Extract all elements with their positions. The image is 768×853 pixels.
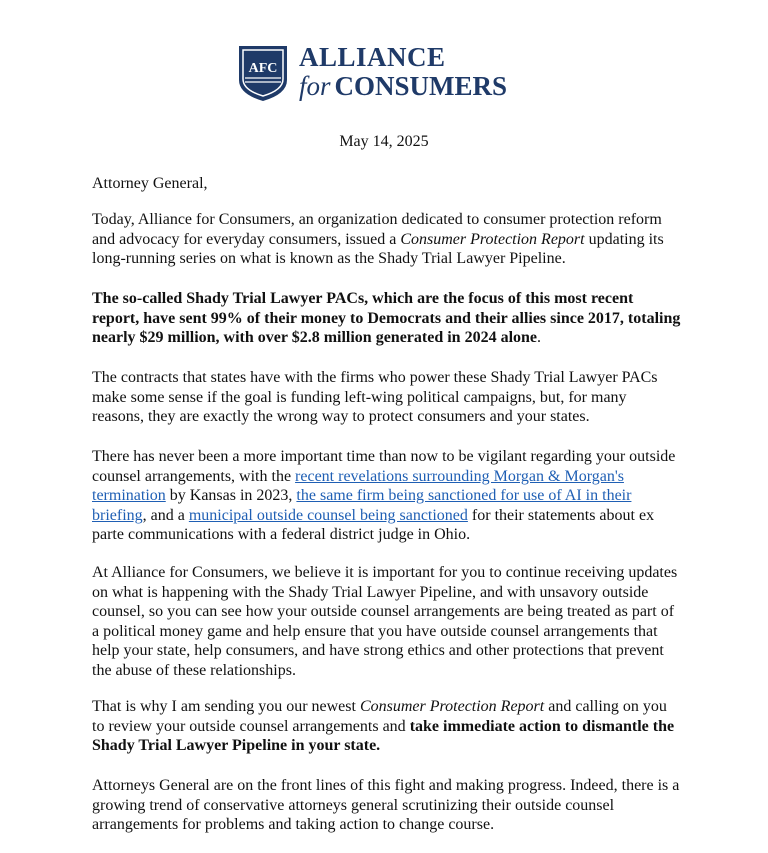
paragraph-1: Today, Alliance for Consumers, an organization dedicated to consumer protection reform and advocacy for everyday consumers, issued a Consumer Protection Report updating its long-running series on what is known as the Shady Trial Lawyer Pipeline. [92, 211, 664, 267]
paragraph-4: There has never been a more important time than now to be vigilant regarding your outside counsel arrangements, with the recent revelations surrounding Morgan & Morgan's termination by Kansas in 2023, the same firm being sanctioned for use of AI in their briefing, and a municipal outside counsel being sanctioned for their statements about ex parte communications with a federal district judge in Ohio. [92, 448, 676, 543]
salutation: Attorney General, [92, 175, 208, 192]
letter-date: May 14, 2025 [339, 133, 429, 150]
link-ai-sanction[interactable]: the same firm being sanctioned for use of AI in their briefing [92, 487, 632, 524]
paragraph-6: That is why I am sending you our newest Consumer Protection Report and calling on you to review your outside counsel arrangements and take immediate action to dismantle the Shady Trial Lawyer Pipeline in your state. [92, 698, 675, 754]
link-morgan-termination[interactable]: recent revelations surrounding Morgan & Morgan's termination [92, 467, 624, 504]
paragraph-3: The contracts that states have with the firms who power these Shady Trial Lawyer PACs make some sense if the goal is funding left-wing political campaigns, but, for many reasons, they are exactly the wrong way to protect consumers and your states. [92, 369, 658, 425]
logo-line2 [299, 71, 507, 101]
shield-icon [237, 44, 289, 102]
logo-line1: ALLIANCE [299, 42, 446, 72]
logo-badge: AFC [248, 61, 278, 76]
paragraph-2: The so-called Shady Trial Lawyer PACs, which are the focus of this most recent report, have sent 99% of their money to Democrats and their allies since 2017, totaling nearly $29 million, with over $2.8 million generated in 2024 alone. [92, 290, 681, 346]
paragraph-7: Attorneys General are on the front lines of this fight and making progress. Indeed, there is a growing trend of conservative attorneys general scrutinizing their outside counsel arrangements for problems and taking action to change course. [92, 777, 680, 833]
logo-for: for [299, 71, 331, 101]
paragraph-5: At Alliance for Consumers, we believe it is important for you to continue receiving updates on what is happening with the Shady Trial Lawyer Pipeline, and with unsavory outside counsel, so you can see how your outside counsel arrangements are being treated as part of a political money game and help ensure that you have outside counsel arrangements that help your state, help consumers, and have strong ethics and other protections that prevent the abuse of these relationships. [92, 564, 678, 679]
link-municipal-counsel[interactable]: municipal outside counsel being sanctioned [188, 506, 468, 524]
logo-consumers: CONSUMERS [334, 71, 508, 101]
logo-wordmark [299, 44, 507, 101]
